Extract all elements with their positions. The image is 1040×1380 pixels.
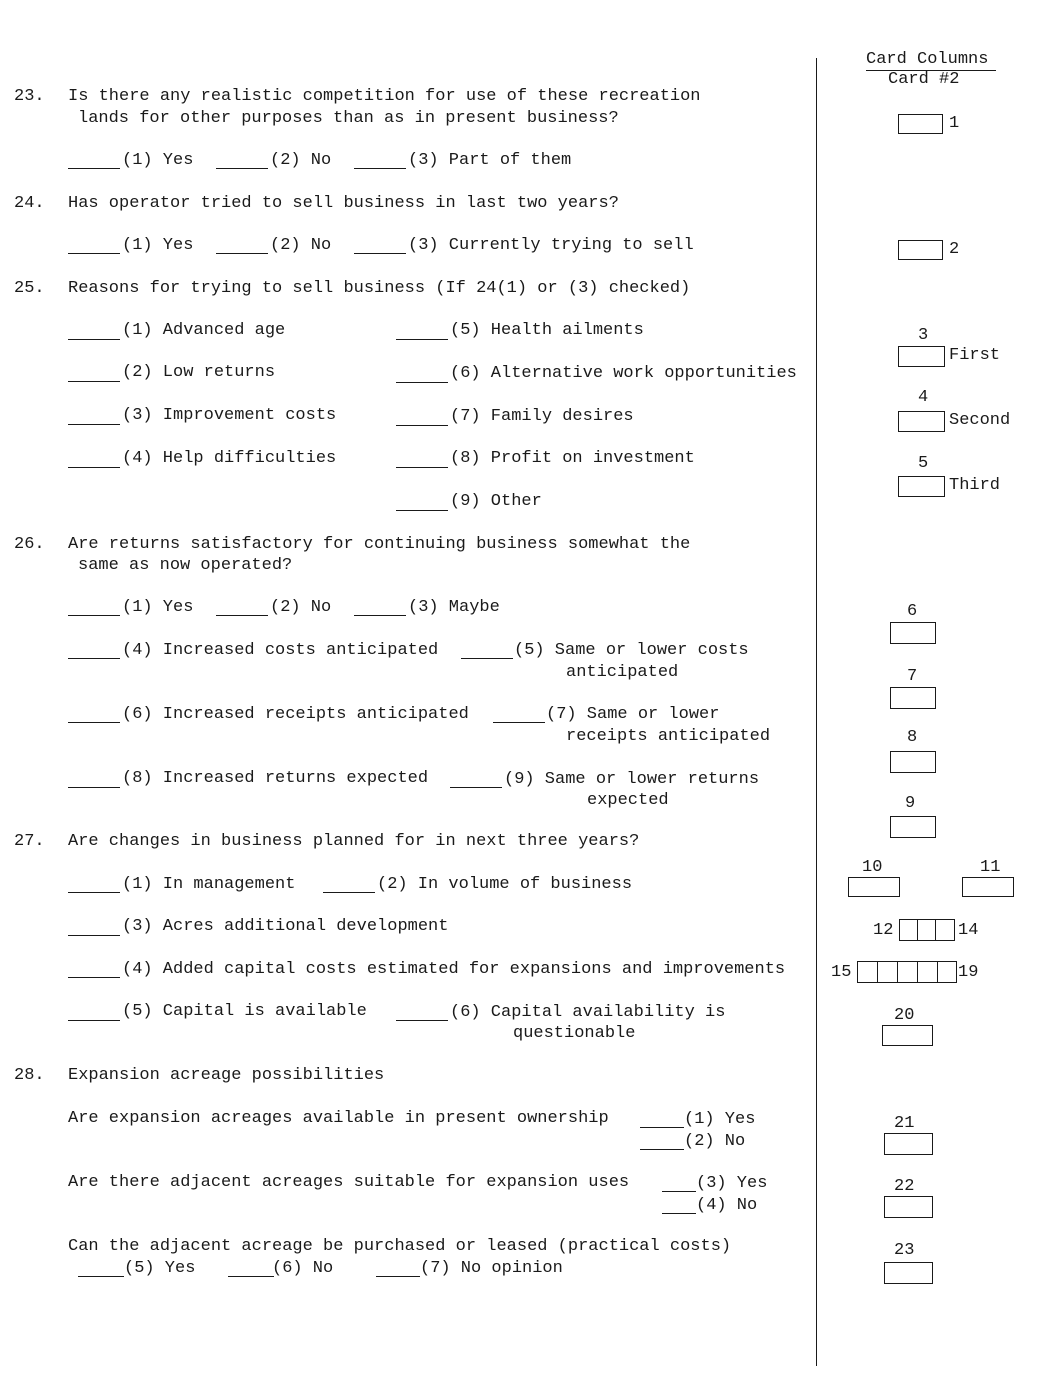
q25-option-8: (8) Profit on investment (450, 449, 695, 468)
q24-number: 24. (14, 194, 45, 213)
q27-option-4: (4) Added capital costs estimated for expansions and improvements (122, 960, 786, 979)
card-column-12-number: 12 (873, 921, 894, 940)
q23-text-line1: Is there any realistic competition for use of these recreation (68, 87, 701, 106)
q24-blank-1[interactable] (68, 253, 120, 254)
q25-number: 25. (14, 279, 45, 298)
q28-text: Expansion acreage possibilities (68, 1066, 385, 1085)
card-columns-15-19-box[interactable] (857, 961, 957, 983)
q23-option-3: (3) Part of them (408, 151, 572, 170)
q26-blank-3[interactable] (354, 615, 406, 616)
card-column-4-label: Second (949, 411, 1011, 430)
q26-option-3: (3) Maybe (408, 598, 500, 617)
q26-option-9-line1: (9) Same or lower returns (504, 770, 760, 789)
card-column-6-number: 6 (907, 602, 918, 621)
q25-blank-5[interactable] (396, 339, 448, 340)
card-column-6-box[interactable] (890, 622, 936, 644)
card-column-23-number: 23 (894, 1241, 915, 1260)
card-column-16-divider (877, 961, 898, 983)
card-column-8-box[interactable] (890, 751, 936, 773)
q27-option-6-line1: (6) Capital availability is (450, 1003, 726, 1022)
q23-option-1: (1) Yes (122, 151, 194, 170)
q28-blank-1[interactable] (640, 1127, 684, 1128)
card-column-3-number: 3 (918, 326, 929, 345)
q25-option-2: (2) Low returns (122, 363, 276, 382)
q27-blank-1[interactable] (68, 892, 120, 893)
q27-blank-3[interactable] (68, 935, 120, 936)
q24-option-1: (1) Yes (122, 236, 194, 255)
card-column-22-box[interactable] (884, 1196, 933, 1218)
q27-option-5: (5) Capital is available (122, 1002, 367, 1021)
card-column-11-number: 11 (980, 858, 1001, 877)
q26-blank-5[interactable] (461, 658, 513, 659)
card-column-5-label: Third (949, 476, 1001, 495)
card-column-20-number: 20 (894, 1006, 915, 1025)
card-column-1-label: 1 (949, 114, 960, 133)
q28-option-3: (3) Yes (696, 1174, 768, 1193)
q28-blank-3[interactable] (662, 1191, 696, 1192)
q28-number: 28. (14, 1066, 45, 1085)
q26-option-1: (1) Yes (122, 598, 194, 617)
q26-text-line2: same as now operated? (78, 556, 293, 575)
q27-option-1: (1) In management (122, 875, 296, 894)
q28-blank-4[interactable] (662, 1213, 696, 1214)
q28-option-4: (4) No (696, 1196, 758, 1215)
card-column-11-box[interactable] (962, 877, 1014, 897)
card-column-8-number: 8 (907, 728, 918, 747)
q23-blank-3[interactable] (354, 168, 406, 169)
card-column-7-number: 7 (907, 667, 918, 686)
q28-option-6: (6) No (272, 1259, 334, 1278)
q28-sub-2: Are there adjacent acreages suitable for expansion uses (68, 1173, 630, 1192)
q27-blank-5[interactable] (68, 1020, 120, 1021)
card-column-2-box[interactable] (898, 240, 943, 260)
q27-blank-2[interactable] (323, 892, 375, 893)
q27-option-2: (2) In volume of business (377, 875, 633, 894)
card-column-10-number: 10 (862, 858, 883, 877)
q26-blank-1[interactable] (68, 615, 120, 616)
q25-blank-4[interactable] (68, 467, 120, 468)
q24-blank-2[interactable] (216, 253, 268, 254)
card-column-3-box[interactable] (898, 346, 945, 367)
q26-option-5-line1: (5) Same or lower costs (514, 641, 749, 660)
card-column-22-number: 22 (894, 1177, 915, 1196)
q25-blank-8[interactable] (396, 467, 448, 468)
q26-option-7-line2: receipts anticipated (566, 727, 771, 746)
q25-option-7: (7) Family desires (450, 407, 634, 426)
q28-blank-5[interactable] (78, 1276, 124, 1277)
card-column-18-divider (917, 961, 938, 983)
q24-option-2: (2) No (270, 236, 332, 255)
q26-option-2: (2) No (270, 598, 332, 617)
q23-blank-1[interactable] (68, 168, 120, 169)
q24-text: Has operator tried to sell business in last two years? (68, 194, 619, 213)
q26-blank-9[interactable] (450, 787, 502, 788)
card-column-14-number: 14 (958, 921, 979, 940)
q26-option-6: (6) Increased receipts anticipated (122, 705, 469, 724)
card-column-21-number: 21 (894, 1114, 915, 1133)
q26-option-5-line2: anticipated (566, 663, 679, 682)
q28-blank-7[interactable] (376, 1276, 420, 1277)
q27-text: Are changes in business planned for in next three years? (68, 832, 640, 851)
q26-option-8: (8) Increased returns expected (122, 769, 429, 788)
q23-blank-2[interactable] (216, 168, 268, 169)
q28-sub-3: Can the adjacent acreage be purchased or leased (practical costs) (68, 1237, 732, 1256)
q25-blank-7[interactable] (396, 425, 448, 426)
card-column-5-number: 5 (918, 454, 929, 473)
q28-blank-6[interactable] (228, 1276, 274, 1277)
q25-option-5: (5) Health ailments (450, 321, 644, 340)
q24-blank-3[interactable] (354, 253, 406, 254)
q25-option-4: (4) Help difficulties (122, 449, 337, 468)
card-column-13-divider (917, 919, 936, 941)
card-column-4-number: 4 (918, 388, 929, 407)
q25-blank-9[interactable] (396, 510, 448, 511)
card-column-5-box[interactable] (898, 476, 945, 497)
q27-option-6-line2: questionable (513, 1024, 636, 1043)
q28-option-2: (2) No (684, 1132, 746, 1151)
q26-number: 26. (14, 535, 45, 554)
q25-option-1: (1) Advanced age (122, 321, 286, 340)
q28-blank-2[interactable] (640, 1149, 684, 1150)
q25-blank-3[interactable] (68, 424, 120, 425)
card-column-7-box[interactable] (890, 687, 936, 709)
q26-blank-2[interactable] (216, 615, 268, 616)
q27-number: 27. (14, 832, 45, 851)
q26-option-9-line2: expected (587, 791, 669, 810)
q24-option-3: (3) Currently trying to sell (408, 236, 694, 255)
q25-option-3: (3) Improvement costs (122, 406, 337, 425)
q26-blank-6[interactable] (68, 722, 120, 723)
q26-text-line1: Are returns satisfactory for continuing business somewhat the (68, 535, 691, 554)
card-column-10-box[interactable] (848, 877, 900, 897)
card-column-21-box[interactable] (884, 1133, 933, 1155)
q25-option-9: (9) Other (450, 492, 542, 511)
card-column-2-label: 2 (949, 240, 960, 259)
card-number: Card #2 (888, 70, 960, 89)
q26-option-7-line1: (7) Same or lower (546, 705, 720, 724)
q27-option-3: (3) Acres additional development (122, 917, 449, 936)
card-column-9-box[interactable] (890, 816, 936, 838)
q28-sub-1: Are expansion acreages available in present ownership (68, 1109, 609, 1128)
card-columns-heading: Card Columns (866, 50, 989, 69)
q23-text-line2: lands for other purposes than as in present business? (78, 109, 619, 128)
card-column-9-number: 9 (905, 794, 916, 813)
q25-text: Reasons for trying to sell business (If 24(1) or (3) checked) (68, 279, 691, 298)
card-column-19-number: 19 (958, 963, 979, 982)
q27-blank-6[interactable] (396, 1020, 448, 1021)
q26-option-4: (4) Increased costs anticipated (122, 641, 439, 660)
q23-number: 23. (14, 87, 45, 106)
q25-blank-2[interactable] (68, 381, 120, 382)
q23-option-2: (2) No (270, 151, 332, 170)
q28-option-5: (5) Yes (124, 1259, 196, 1278)
card-column-23-box[interactable] (884, 1262, 933, 1284)
column-divider (816, 58, 817, 1366)
q25-option-6: (6) Alternative work opportunities (450, 364, 797, 383)
q25-blank-6[interactable] (396, 382, 448, 383)
q25-blank-1[interactable] (68, 339, 120, 340)
card-column-1-box[interactable] (898, 114, 943, 134)
q28-option-7: (7) No opinion (420, 1259, 563, 1278)
q26-blank-8[interactable] (68, 787, 120, 788)
card-column-20-box[interactable] (882, 1025, 933, 1046)
q28-option-1: (1) Yes (684, 1110, 756, 1129)
q26-blank-7[interactable] (493, 722, 545, 723)
card-column-15-number: 15 (831, 963, 852, 982)
card-column-3-label: First (949, 346, 1001, 365)
card-column-4-box[interactable] (898, 411, 945, 432)
q26-blank-4[interactable] (68, 658, 120, 659)
q27-blank-4[interactable] (68, 977, 120, 978)
